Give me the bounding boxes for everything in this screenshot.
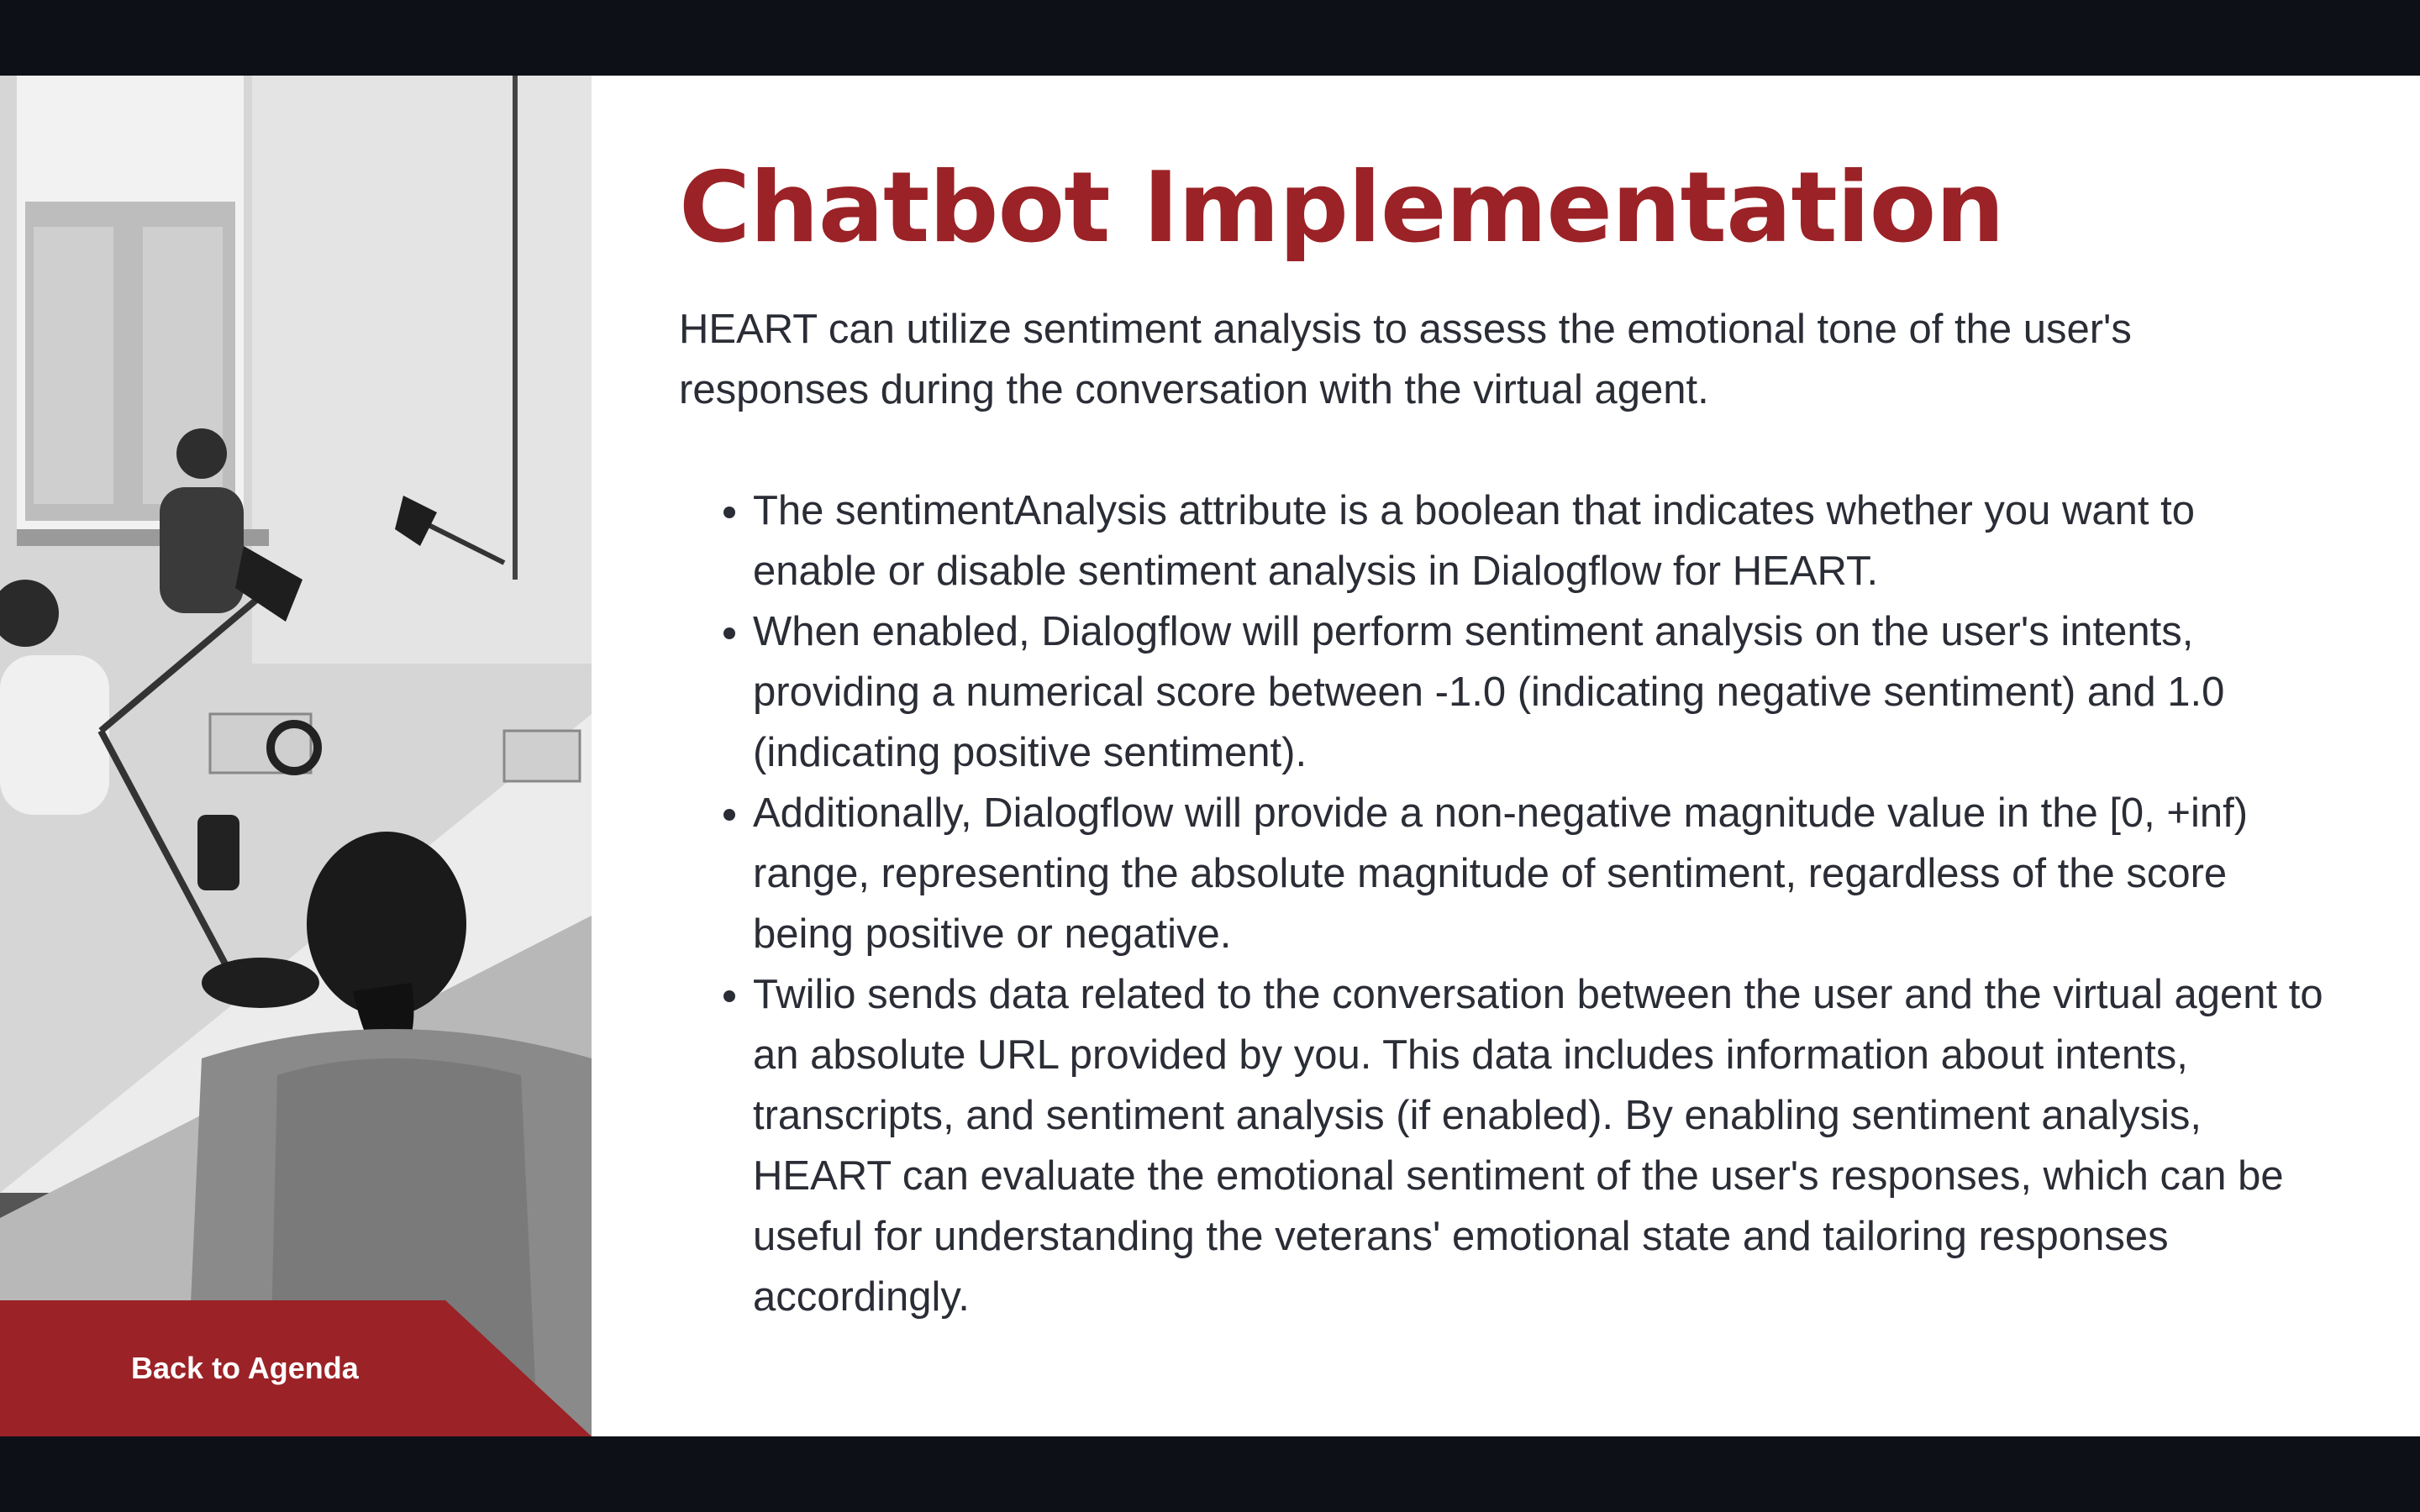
- top-letterbox: [0, 0, 2420, 76]
- slide-content: [679, 151, 2326, 1327]
- office-photo: [0, 76, 592, 1436]
- back-to-agenda-button[interactable]: [0, 1300, 592, 1436]
- bullet-item: • Additionally, Dialogflow will provide a non-negative magnitude value in the [0, +inf) range, representing the absolute magnitude of sentiment, regardless of the score being positive or negative.: [753, 783, 2326, 964]
- slide-title: Chatbot Implementation: [679, 151, 2004, 265]
- intro-paragraph: HEART can utilize sentiment analysis to assess the emotional tone of the user's responses during the conversation with the virtual agent.: [679, 307, 2132, 412]
- bullet-item: • The sentimentAnalysis attribute is a boolean that indicates whether you want to enable or disable sentiment analysis in Dialogflow for HEART.: [753, 480, 2326, 601]
- office-photo-illustration: [0, 76, 592, 1436]
- bullet-item: • When enabled, Dialogflow will perform sentiment analysis on the user's intents, providing a numerical score between -1.0 (indicating negative sentiment) and 1.0 (indicating positive sentiment).: [753, 601, 2326, 783]
- slide: [0, 76, 2420, 1436]
- bullet-item: • Twilio sends data related to the conversation between the user and the virtual agent to an absolute URL provided by you. This data includes information about intents, transcripts, and sentiment analysis (if enabled). By enabling sentiment analysis, HEART can evaluate the emotional sentiment of the user's responses, which can be useful for understanding the veterans' emotional state and tailoring responses accordingly.: [753, 964, 2326, 1327]
- back-to-agenda-label: Back to Agenda: [131, 1351, 359, 1385]
- bottom-letterbox: [0, 1436, 2420, 1512]
- bullet-list: [679, 480, 2326, 1327]
